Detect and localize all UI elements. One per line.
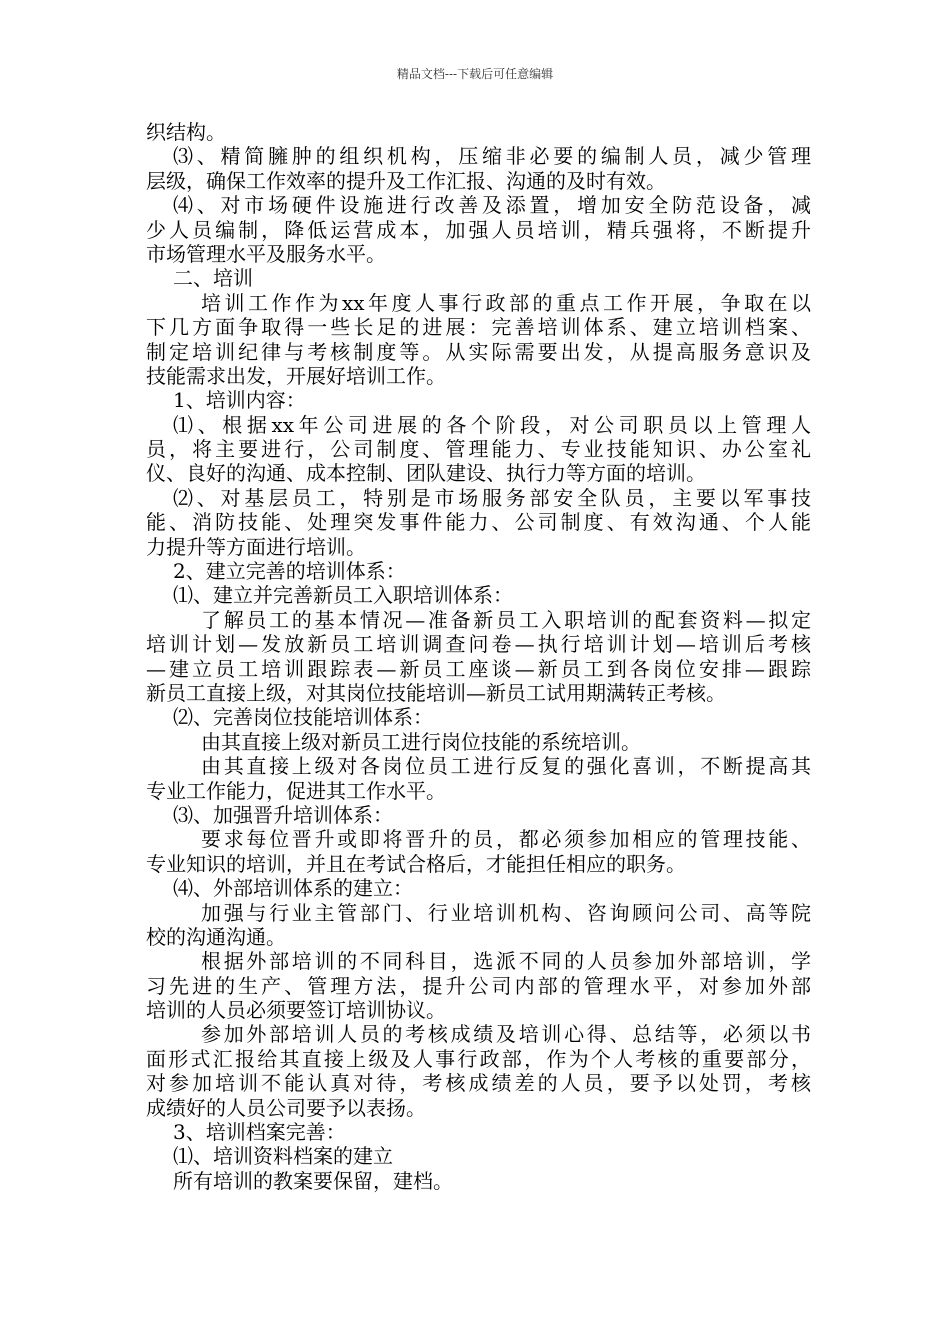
- text-line: 参加外部培训人员的考核成绩及培训心得、总结等，必须以书: [201, 1022, 811, 1047]
- text-line: ⑶、精简臃肿的组织机构，压缩非必要的编制人员，减少管理: [173, 144, 811, 169]
- text-line: 技能需求出发，开展好培训工作。: [146, 363, 446, 388]
- text-line: 二、培训: [173, 266, 253, 291]
- text-line: 织结构。: [146, 120, 226, 144]
- text-line: 校的沟通沟通。: [146, 924, 286, 949]
- text-line: —建立员工培训跟踪表—新员工座谈—新员工到各岗位安排—跟踪: [146, 656, 811, 681]
- text-line: 力提升等方面进行培训。: [146, 534, 366, 559]
- text-line: 要求每位晋升或即将晋升的员，都必须参加相应的管理技能、: [201, 827, 811, 852]
- text-line: 面形式汇报给其直接上级及人事行政部，作为个人考核的重要部分，: [146, 1046, 811, 1071]
- text-line: 3、培训档案完善：: [173, 1120, 346, 1145]
- text-line: ⑵、完善岗位技能培训体系：: [173, 705, 433, 730]
- document-body: [146, 120, 811, 1193]
- text-line: 习先进的生产、管理方法，提升公司内部的管理水平，对参加外部: [146, 973, 811, 998]
- text-line: 制定培训纪律与考核制度等。从实际需要出发，从提高服务意识及: [146, 339, 811, 364]
- text-line: ⑶、加强晋升培训体系：: [173, 802, 393, 827]
- text-line: 新员工直接上级，对其岗位技能培训—新员工试用期满转正考核。: [146, 680, 726, 705]
- text-line: 少人员编制，降低运营成本，加强人员培训，精兵强将，不断提升: [146, 217, 811, 242]
- text-line: 员，将主要进行，公司制度、管理能力、专业技能知识、办公室礼: [146, 437, 811, 462]
- text-line: 仪、良好的沟通、成本控制、团队建设、执行力等方面的培训。: [146, 461, 706, 486]
- text-line: 了解员工的基本情况—准备新员工入职培训的配套资料—拟定: [201, 607, 811, 632]
- text-line: 2、建立完善的培训体系：: [173, 559, 406, 584]
- text-line: 能、消防技能、处理突发事件能力、公司制度、有效沟通、个人能: [146, 510, 811, 535]
- text-line: 培训的人员必须要签订培训协议。: [146, 998, 446, 1023]
- text-line: 专业知识的培训，并且在考试合格后，才能担任相应的职务。: [146, 851, 686, 876]
- text-line: 专业工作能力，促进其工作水平。: [146, 778, 446, 803]
- text-line: ⑴、根据xx年公司进展的各个阶段，对公司职员以上管理人: [173, 412, 811, 437]
- text-line: 成绩好的人员公司要予以表扬。: [146, 1095, 426, 1120]
- text-line: 由其直接上级对新员工进行岗位技能的系统培训。: [201, 729, 641, 754]
- text-line: 层级，确保工作效率的提升及工作汇报、沟通的及时有效。: [146, 168, 666, 193]
- text-line: 由其直接上级对各岗位员工进行反复的强化喜训，不断提高其: [201, 754, 811, 779]
- text-line: 1、培训内容：: [173, 388, 306, 413]
- text-line: 所有培训的教案要保留，建档。: [173, 1168, 453, 1193]
- text-line: 对参加培训不能认真对待，考核成绩差的人员，要予以处罚，考核: [146, 1071, 811, 1096]
- text-line: 下几方面争取得一些长足的进展：完善培训体系、建立培训档案、: [146, 315, 811, 340]
- text-line: 根据外部培训的不同科目，选派不同的人员参加外部培训，学: [201, 949, 811, 974]
- page-header: 精品文档---下载后可任意编辑: [396, 67, 554, 81]
- text-line: ⑵、对基层员工，特别是市场服务部安全队员，主要以军事技: [173, 485, 811, 510]
- text-line: 市场管理水平及服务水平。: [146, 241, 386, 266]
- text-line: ⑴、建立并完善新员工入职培训体系：: [173, 583, 513, 608]
- text-line: ⑷、对市场硬件设施进行改善及添置，增加安全防范设备，减: [173, 193, 811, 218]
- text-line: ⑷、外部培训体系的建立：: [173, 876, 413, 901]
- text-line: 培训计划—发放新员工培训调查问卷—执行培训计划—培训后考核: [146, 632, 811, 657]
- text-line: ⑴、培训资料档案的建立: [173, 1144, 393, 1169]
- text-line: 培训工作作为xx年度人事行政部的重点工作开展，争取在以: [201, 290, 811, 315]
- text-line: 加强与行业主管部门、行业培训机构、咨询顾问公司、高等院: [201, 900, 811, 925]
